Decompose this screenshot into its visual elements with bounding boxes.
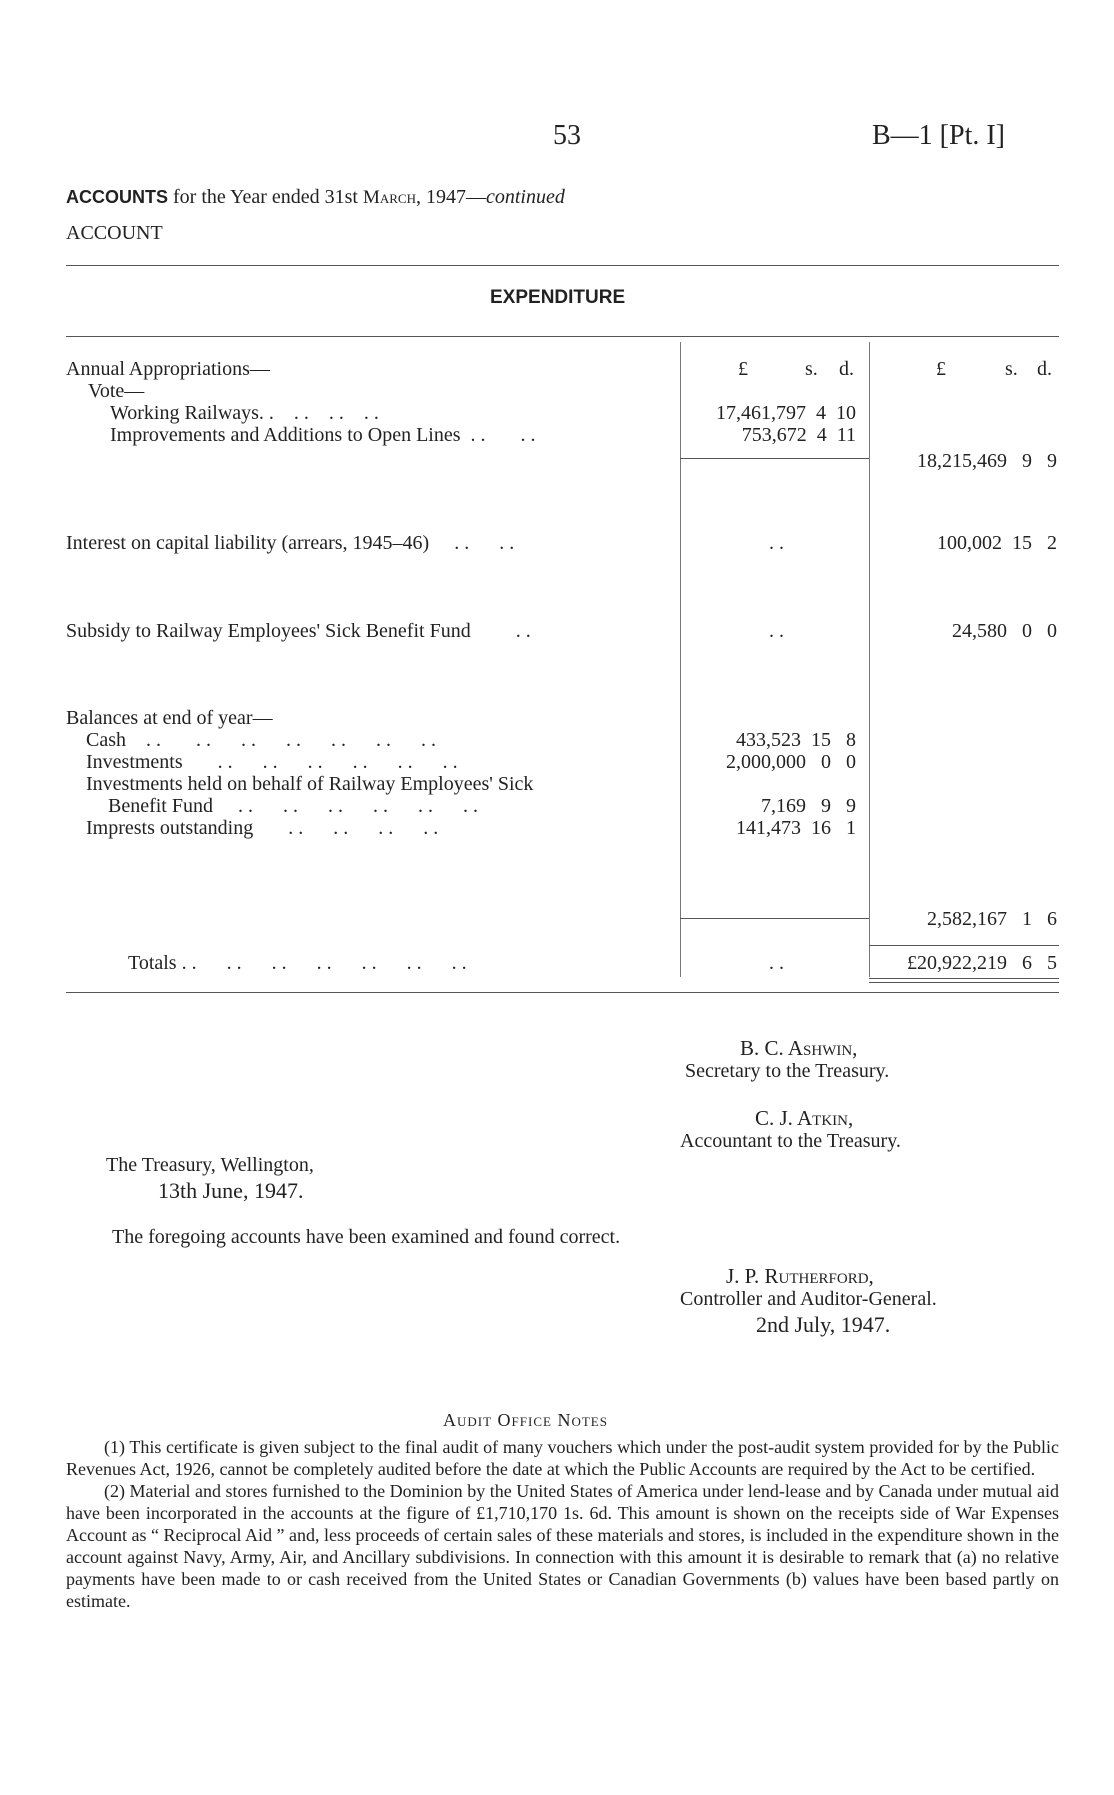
ashwin-title: Secretary to the Treasury. — [685, 1060, 890, 1082]
col1-pence-header: d. — [839, 358, 854, 380]
annual-appropriations-label: Annual Appropriations— — [66, 358, 270, 380]
atkin-title: Accountant to the Treasury. — [680, 1130, 901, 1152]
working-railways-amount: 17,461,797 4 10 — [716, 402, 856, 424]
ashwin-name: B. C. Ashwin, — [740, 1036, 858, 1060]
title-continued: continued — [485, 186, 565, 208]
account-label: ACCOUNT — [66, 222, 163, 244]
section-heading: EXPENDITURE — [490, 287, 626, 308]
benefit-fund-label: Benefit Fund . . . . . . . . . . . . — [108, 795, 478, 817]
balances-rule — [680, 918, 869, 919]
investments-held-label: Investments held on behalf of Railway Employees' Sick — [86, 773, 534, 795]
investments-amount: 2,000,000 0 0 — [726, 751, 856, 773]
page-title — [66, 186, 565, 209]
interest-col1: . . — [769, 532, 784, 554]
audit-note-2: (2) Material and stores furnished to the Dominion by the United States of America under lend-lease and by Canada under mutual aid have been incorporated in the accounts at the figure of £1,710,170 1s. 6d. This amount is shown on the receipts side of War Expenses Account as “ Reciprocal Aid ” and, less proceeds of certain sales of these materials and stores, is included in the expenditure shown in the account against Navy, Army, Air, and Ancillary subdivisions. In connection with this amount it is desirable to remark that (a) no relative payments have been made to or cash received from the United States or Canadian Governments (b) values have been based partly on estimate. — [66, 1481, 1059, 1611]
title-year: , 1947— — [415, 186, 486, 208]
audit-notes — [66, 1436, 1059, 1612]
rutherford-title: Controller and Auditor-General. — [680, 1288, 937, 1310]
col2-pence-header: d. — [1037, 358, 1052, 380]
totals-rule-a — [869, 978, 1059, 979]
top-rule — [66, 265, 1059, 266]
rutherford-name: J. P. Rutherford, — [726, 1264, 874, 1288]
document-reference: B—1 [Pt. I] — [872, 120, 1005, 151]
heading-rule — [66, 336, 1059, 337]
totals-top-rule — [869, 945, 1059, 946]
imprests-label: Imprests outstanding . . . . . . . . — [86, 817, 439, 839]
col1-shillings-header: s. — [805, 358, 818, 380]
subsidy-total: 24,580 0 0 — [952, 620, 1057, 642]
title-bold: ACCOUNTS — [66, 187, 168, 207]
subsidy-col1: . . — [769, 620, 784, 642]
grand-total: £20,922,219 6 5 — [907, 952, 1057, 974]
interest-total: 100,002 15 2 — [937, 532, 1057, 554]
totals-label: Totals . . . . . . . . . . . . . . — [128, 952, 467, 974]
benefit-fund-amount: 7,169 9 9 — [761, 795, 856, 817]
auditor-date: 2nd July, 1947. — [756, 1312, 891, 1337]
totals-col1: . . — [769, 952, 784, 974]
atkin-name: C. J. Atkin, — [755, 1106, 854, 1130]
subsidy-label: Subsidy to Railway Employees' Sick Benefit Fund . . — [66, 620, 531, 642]
treasury-date: 13th June, 1947. — [158, 1178, 304, 1203]
cash-amount: 433,523 15 8 — [736, 729, 856, 751]
column-divider-1 — [680, 342, 681, 977]
improvements-label: Improvements and Additions to Open Lines . . . . — [110, 424, 536, 446]
vote-label: Vote— — [88, 380, 145, 402]
subtotal-rule — [680, 458, 869, 459]
audit-notes-heading: Audit Office Notes — [443, 1410, 608, 1430]
imprests-amount: 141,473 16 1 — [736, 817, 856, 839]
investments-label: Investments . . . . . . . . . . . . — [86, 751, 458, 773]
interest-label: Interest on capital liability (arrears, 1945–46) . . . . — [66, 532, 515, 554]
col2-pound-header: £ — [936, 358, 946, 380]
col2-shillings-header: s. — [1005, 358, 1018, 380]
improvements-amount: 753,672 4 11 — [741, 424, 856, 446]
working-railways-label: Working Railways. . . . . . . . — [110, 402, 379, 424]
appropriations-total: 18,215,469 9 9 — [917, 450, 1057, 472]
treasury-place: The Treasury, Wellington, — [106, 1154, 314, 1176]
balances-label: Balances at end of year— — [66, 707, 273, 729]
column-divider-2 — [869, 342, 870, 977]
totals-rule-b — [869, 982, 1059, 983]
title-pre: for the Year ended 31st — [168, 186, 363, 208]
cash-label: Cash . . . . . . . . . . . . . . — [86, 729, 436, 751]
balances-total: 2,582,167 1 6 — [927, 908, 1057, 930]
col1-pound-header: £ — [738, 358, 748, 380]
bottom-rule — [66, 992, 1059, 993]
title-month: March — [362, 187, 416, 208]
page-number: 53 — [553, 120, 581, 151]
audit-note-1: (1) This certificate is given subject to the final audit of many vouchers which under the post-audit system provided for by the Public Revenues Act, 1926, cannot be completely audited before the date at which the Public Accounts are required by the Act to be certified. — [66, 1437, 1059, 1479]
examined-statement: The foregoing accounts have been examined and found correct. — [112, 1226, 621, 1248]
